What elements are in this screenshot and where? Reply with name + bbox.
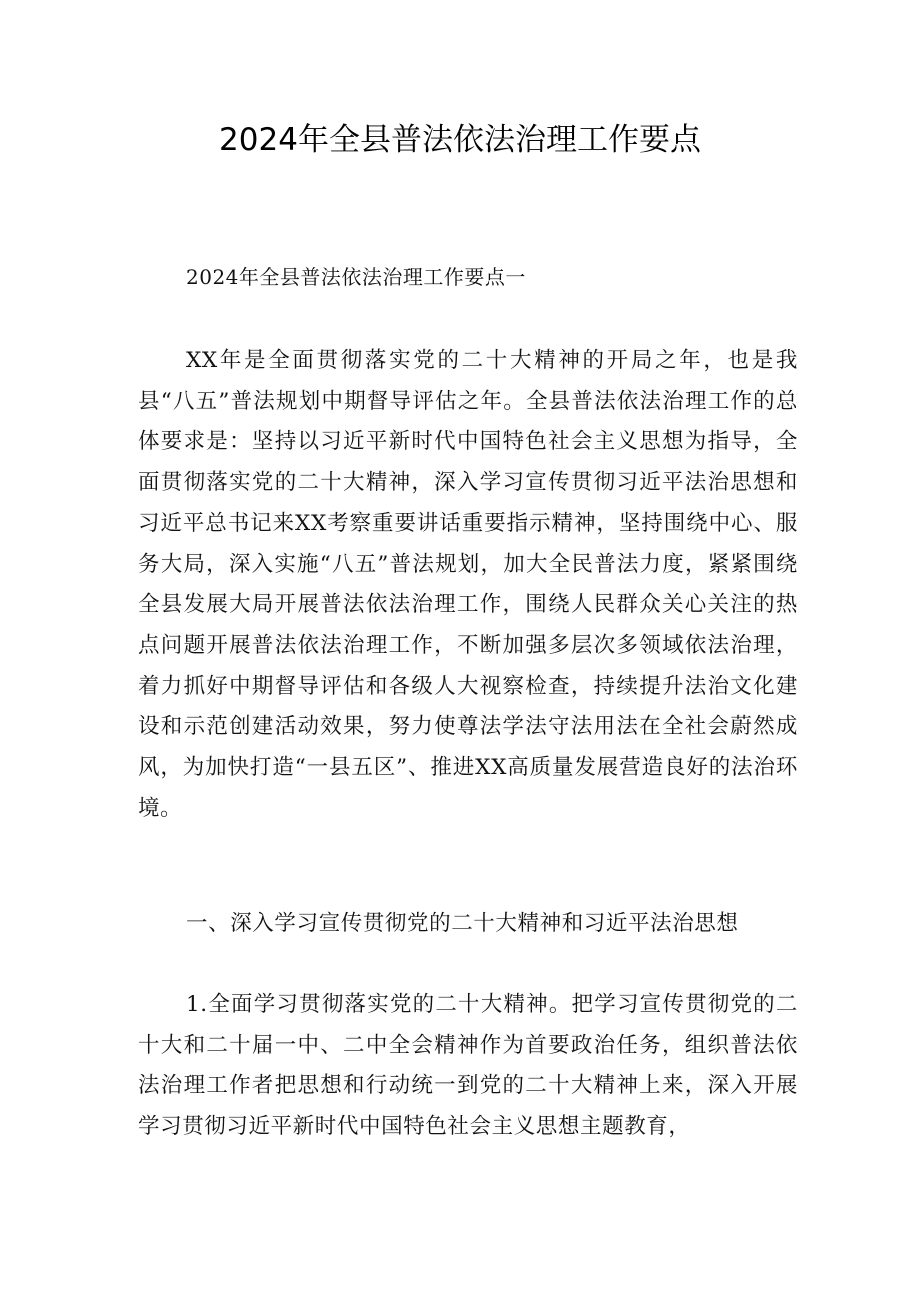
section-heading: 一、深入学习宣传贯彻党的二十大精神和习近平法治思想 — [186, 911, 739, 936]
document-subtitle: 2024年全县普法依法治理工作要点一 — [186, 265, 526, 289]
document-title: 2024年全县普法依法治理工作要点 — [219, 122, 701, 158]
intro-paragraph: XX年是全面贯彻落实党的二十大精神的开局之年，也是我县“八五”普法规划中期督导评估之年。全县普法依法治理工作的总体要求是：坚持以习近平新时代中国特色社会主义思想为指导，全面贯彻落实党的二十大精神，深入学习宣传贯彻习近平法治思想和习近平总书记来XX考察重要讲话重要指示精神，坚持围绕中心、服务大局，深入实施“八五”普法规划，加大全民普法力度，紧紧围绕全县发展大局开展普法依法治理工作，围绕人民群众关心关注的热点问题开展普法依法治理工作，不断加强多层次多领域依法治理，着力抓好中期督导评估和各级人大视察检查，持续提升法治文化建设和示范创建活动效果，努力使尊法学法守法用法在全社会蔚然成风，为加快打造“一县五区”、推进XX高质量发展营造良好的法治环境。 — [138, 348, 798, 821]
item-paragraph: 1.全面学习贯彻落实党的二十大精神。把学习宣传贯彻党的二十大和二十届一中、二中全会精神作为首要政治任务，组织普法依法治理工作者把思想和行动统一到党的二十大精神上来，深入开展学习贯彻习近平新时代中国特色社会主义思想主题教育， — [138, 992, 798, 1140]
